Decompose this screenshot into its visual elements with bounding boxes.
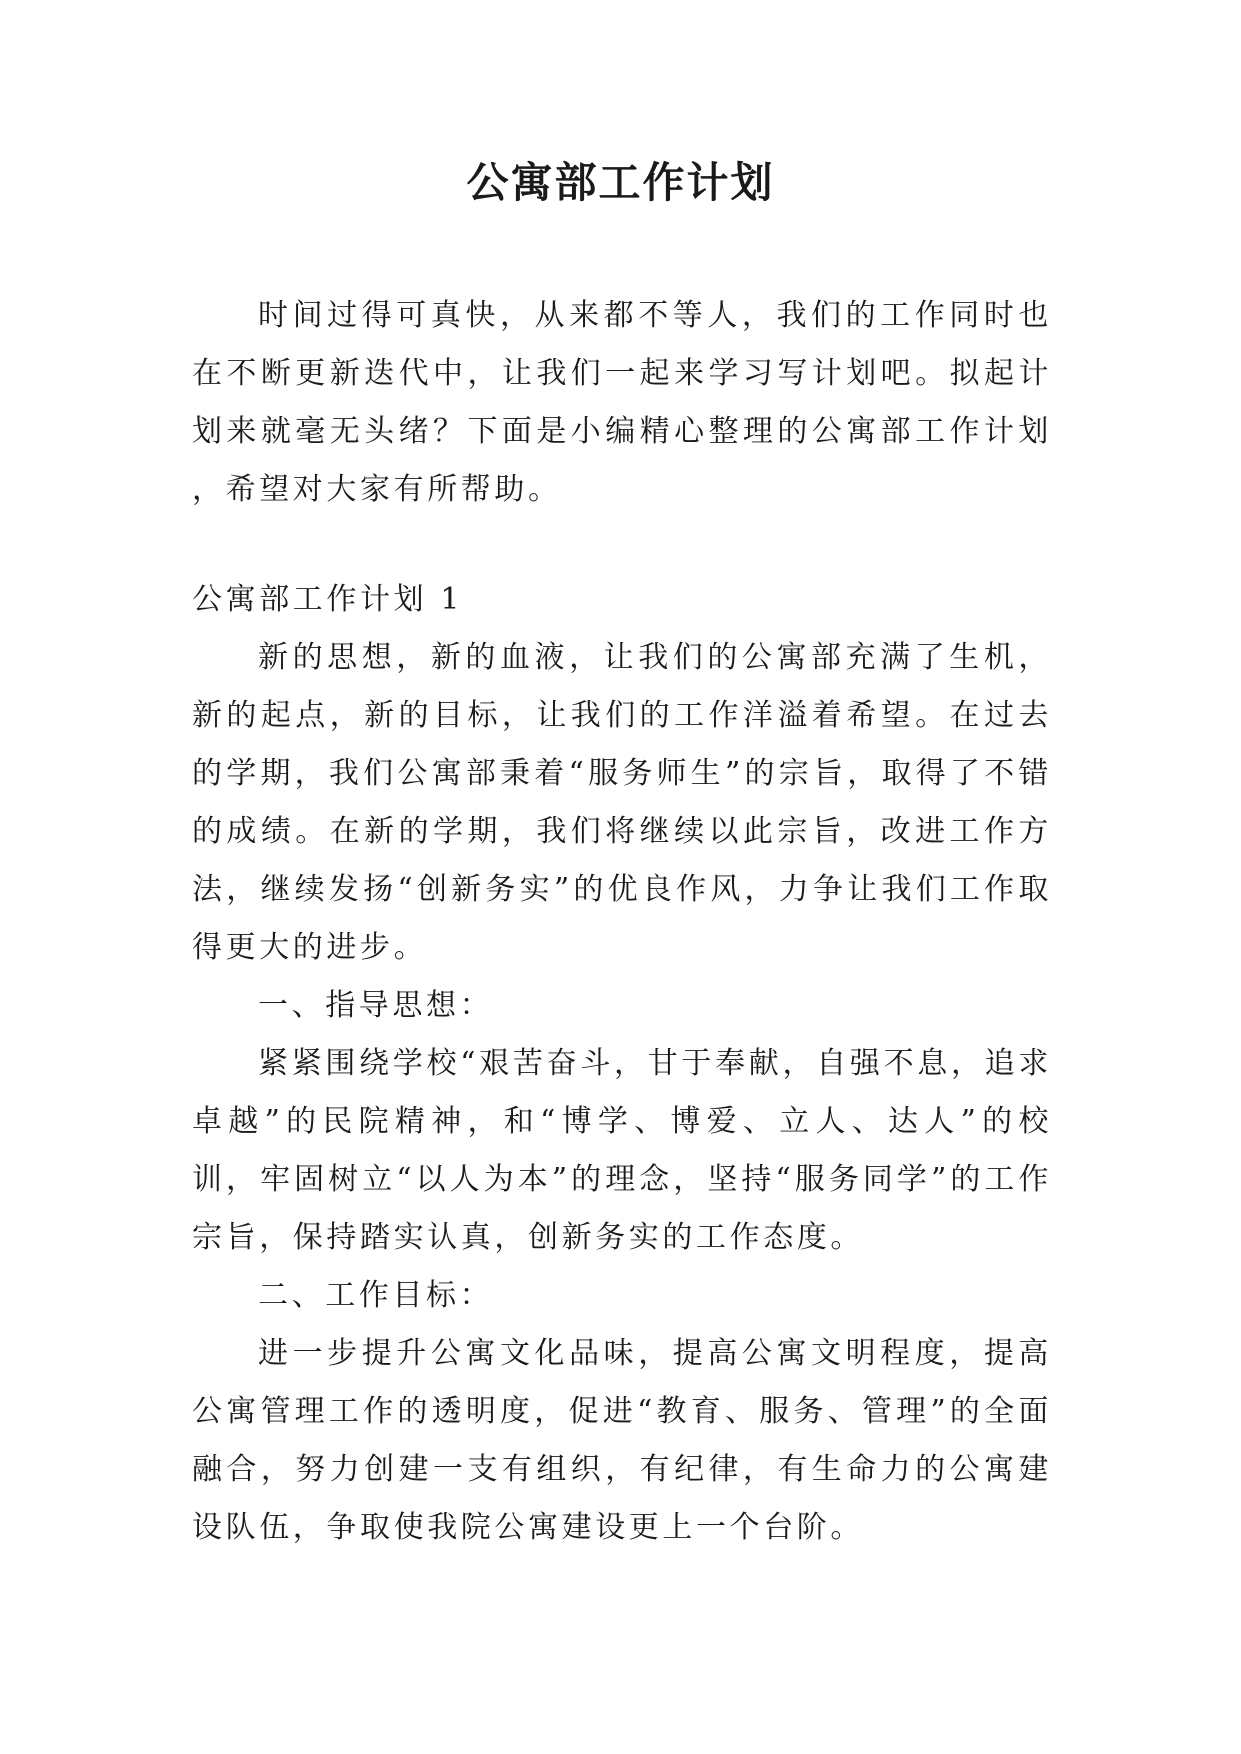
section-title: 公寓部工作计划 1: [192, 582, 464, 617]
heading-guiding-ideology: 一、指导思想：: [258, 988, 494, 1023]
body-paragraph-3: 进一步提升公寓文化品味，提高公寓文明程度，提高公寓管理工作的透明度，促进“教育、服务、管理”的全面融合，努力创建一支有组织，有纪律，有生命力的公寓建设队伍，争取使我院公寓建设更上一个台阶。: [192, 1336, 1052, 1545]
intro-paragraph: 时间过得可真快，从来都不等人，我们的工作同时也在不断更新迭代中，让我们一起来学习写计划吧。拟起计划来就毫无头绪？下面是小编精心整理的公寓部工作计划 ，希望对大家有所帮助。: [192, 298, 1052, 507]
document-body: [192, 287, 1052, 1557]
heading-work-goals: 二、工作目标：: [258, 1278, 494, 1313]
body-paragraph-2: 紧紧围绕学校“艰苦奋斗，甘于奉献，自强不息，追求卓越”的民院精神，和“博学、博爱、立人、达人”的校训，牢固树立“以人为本”的理念，坚持“服务同学”的工作宗旨，保持踏实认真，创新务实的工作态度。: [192, 1046, 1052, 1255]
document-title: 公寓部工作计划: [466, 158, 775, 207]
body-paragraph-1: 新的思想，新的血液，让我们的公寓部充满了生机，新的起点，新的目标，让我们的工作洋溢着希望。在过去的学期，我们公寓部秉着“服务师生”的宗旨，取得了不错的成绩。在新的学期，我们将继续以此宗旨，改进工作方法，继续发扬“创新务实”的优良作风，力争让我们工作取得更大的进步。: [192, 640, 1052, 965]
